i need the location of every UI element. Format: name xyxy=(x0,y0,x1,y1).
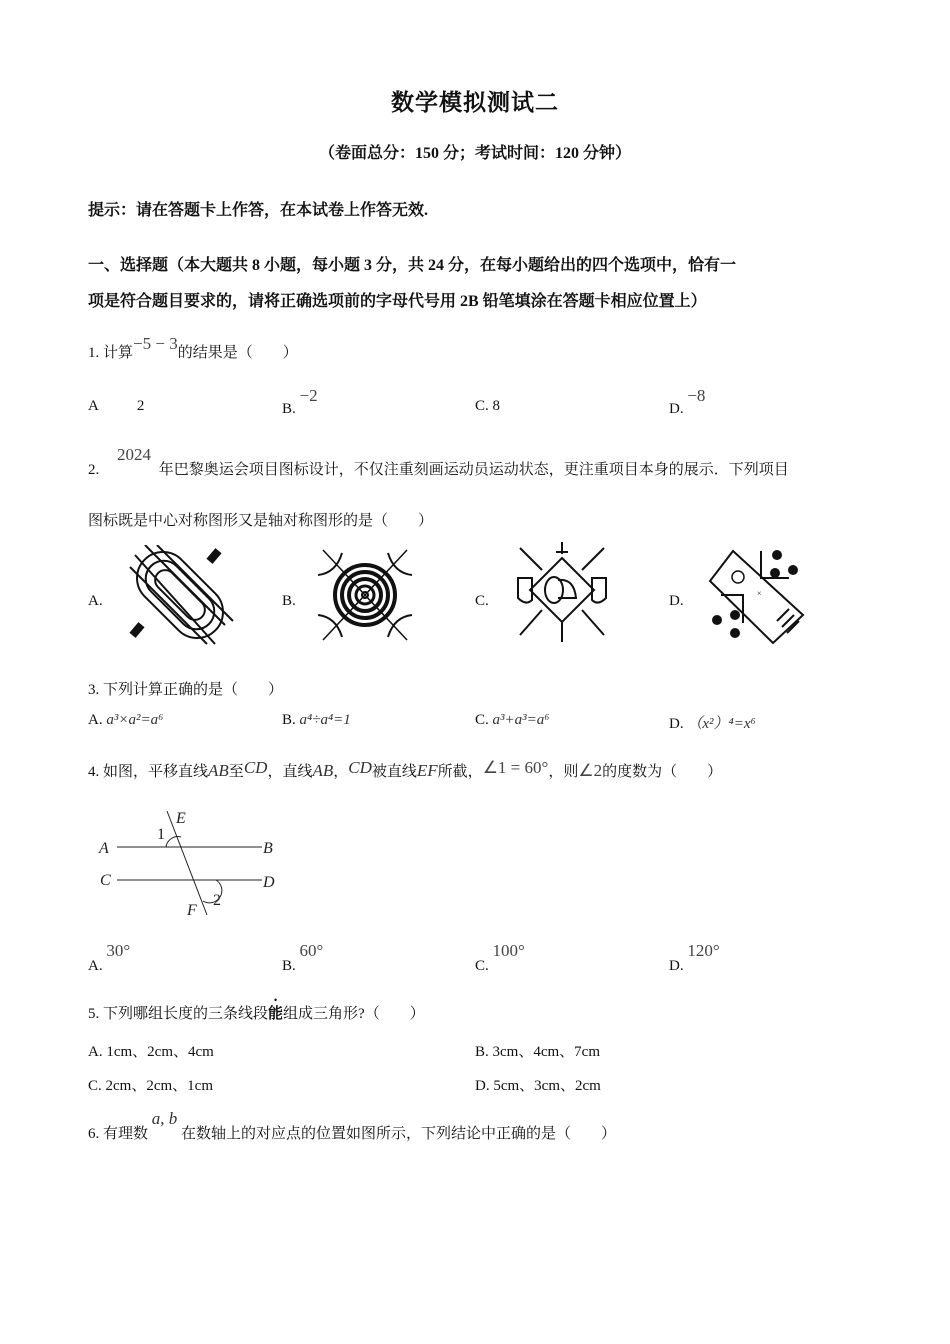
q4-option-b[interactable]: B. 60° xyxy=(282,941,324,974)
parallel-lines-figure xyxy=(95,805,290,920)
page-title: 数学模拟测试二 xyxy=(391,90,559,115)
q3-option-b[interactable]: B. a⁴÷a⁴=1 xyxy=(282,712,351,728)
question-1: 1. 计算−5 − 3的结果是（ ） xyxy=(88,334,298,361)
svg-text:1: 1 xyxy=(157,826,165,843)
q5-option-d[interactable]: D. 5cm、3cm、2cm xyxy=(475,1078,601,1094)
question-number: 5. xyxy=(88,1006,100,1022)
svg-text:2: 2 xyxy=(213,892,221,909)
question-number: 3. xyxy=(88,682,100,698)
football-pitch-icon xyxy=(705,545,815,645)
running-track-icon xyxy=(125,545,235,645)
emphasis-text: 能 xyxy=(268,1006,284,1022)
q5-option-a[interactable]: A. 1cm、2cm、4cm xyxy=(88,1044,214,1060)
section-heading-line1: 一、选择题（本大题共 8 小题，每小题 3 分，共 24 分，在每小题给出的四个选项中，恰有一 xyxy=(88,257,737,274)
q2-option-b[interactable]: B. xyxy=(282,593,296,609)
svg-text:×: × xyxy=(757,589,762,598)
svg-text:D: D xyxy=(263,874,275,891)
svg-text:B: B xyxy=(263,840,273,857)
question-5: 5. 下列哪组长度的三条线段能组成三角形?（ ） xyxy=(88,1006,425,1022)
question-2-line2: 图标既是中心对称图形又是轴对称图形的是（ ） xyxy=(88,513,434,529)
q4-option-a[interactable]: A. 30° xyxy=(88,941,131,974)
q5-option-c[interactable]: C. 2cm、2cm、1cm xyxy=(88,1078,213,1094)
archery-target-icon xyxy=(318,545,413,645)
q4-option-c[interactable]: C. 100° xyxy=(475,941,525,974)
question-number: 1. xyxy=(88,345,100,361)
math-expression: −5 − 3 xyxy=(133,334,178,353)
question-2-line1: 2. 2024 年巴黎奥运会项目图标设计，不仅注重刻画运动员运动状态，更注重项目本身的展示．下列项目 xyxy=(88,445,789,478)
exam-info: （卷面总分：150 分；考试时间：120 分钟） xyxy=(318,145,631,162)
question-number: 4. xyxy=(88,764,100,780)
q2-option-a[interactable]: A. xyxy=(88,593,103,609)
svg-text:F: F xyxy=(187,902,197,919)
q4-option-d[interactable]: D. 120° xyxy=(669,941,720,974)
section-heading-line2: 项是符合题目要求的，请将正确选项前的字母代号用 2B 铅笔填涂在答题卡相应位置上） xyxy=(88,293,707,310)
q3-option-c[interactable]: C. a³+a³=a⁶ xyxy=(475,712,550,728)
question-4: 4. 如图，平移直线AB至CD，直线AB，CD被直线EF所截，∠1 = 60°，则∠2的度数为（ ） xyxy=(88,758,723,780)
q3-option-a[interactable]: A. a³×a²=a⁶ xyxy=(88,712,164,728)
q2-option-c[interactable]: C. xyxy=(475,593,489,609)
q1-option-c[interactable]: C. 8 xyxy=(475,398,501,414)
q1-option-a[interactable]: A 2 xyxy=(88,398,145,414)
fencing-icon xyxy=(512,540,612,645)
q3-option-d[interactable]: D. （x²）⁴=x⁶ xyxy=(669,716,756,732)
svg-text:A: A xyxy=(99,840,109,857)
question-number: 6. xyxy=(88,1126,100,1142)
question-6: 6. 有理数 a, b 在数轴上的对应点的位置如图所示，下列结论中正确的是（ ） xyxy=(88,1109,617,1142)
question-number: 2. xyxy=(88,462,100,478)
exam-hint: 提示：请在答题卡上作答，在本试卷上作答无效. xyxy=(88,202,429,219)
svg-text:C: C xyxy=(100,872,111,889)
svg-text:E: E xyxy=(176,810,186,827)
q5-option-b[interactable]: B. 3cm、4cm、7cm xyxy=(475,1044,600,1060)
q1-option-b[interactable]: B. −2 xyxy=(282,386,318,417)
question-3: 3. 下列计算正确的是（ ） xyxy=(88,682,284,698)
q2-option-d[interactable]: D. xyxy=(669,593,684,609)
q1-option-d[interactable]: D. −8 xyxy=(669,386,706,417)
